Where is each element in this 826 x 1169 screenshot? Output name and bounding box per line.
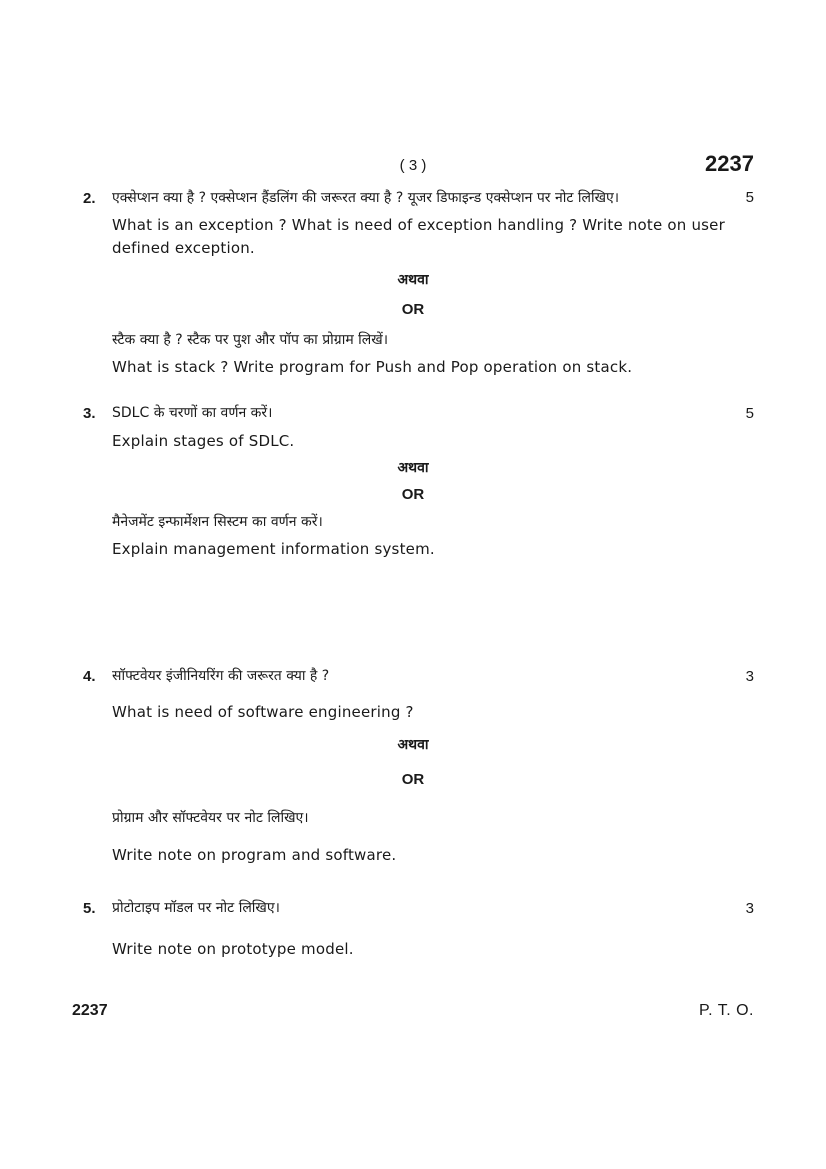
or-hindi: अथवा	[397, 272, 429, 288]
question-text-hindi: एक्सेप्शन क्या है ? एक्सेप्शन हैंडलिंग की जरूरत क्या है ? यूजर डिफाइन्ड एक्सेप्शन पर नोट लिखिए।	[112, 190, 620, 206]
question-number: 5.	[83, 900, 96, 917]
alt-question-text-hindi: प्रोग्राम और सॉफ्टवेयर पर नोट लिखिए।	[112, 810, 309, 826]
question-marks: 5	[745, 405, 754, 422]
question-number: 2.	[83, 190, 96, 207]
question-text-english: What is an exception ? What is need of exception handling ? Write note on user	[112, 216, 725, 234]
alt-question-text-english: Write note on program and software.	[112, 846, 397, 864]
question-text-hindi: सॉफ्टवेयर इंजीनियरिंग की जरूरत क्या है ?	[112, 668, 330, 684]
paper-code-header: 2237	[705, 151, 754, 176]
alt-question-text-english: Explain management information system.	[112, 540, 435, 558]
question-text-english: Write note on prototype model.	[112, 940, 354, 958]
question-text-hindi: SDLC के चरणों का वर्णन करें।	[112, 405, 273, 421]
or-hindi: अथवा	[397, 460, 429, 476]
question-text-english: What is need of software engineering ?	[112, 703, 414, 721]
question-text-english: Explain stages of SDLC.	[112, 432, 295, 450]
or-english: OR	[401, 301, 425, 318]
paper-code-footer: 2237	[72, 1002, 108, 1019]
alt-question-text-english: What is stack ? Write program for Push and Pop operation on stack.	[112, 358, 633, 376]
page-number: ( 3 )	[399, 157, 427, 174]
question-marks: 3	[745, 900, 754, 917]
pto-label: P. T. O.	[699, 1002, 754, 1019]
or-english: OR	[401, 771, 425, 788]
or-hindi: अथवा	[397, 737, 429, 753]
question-marks: 3	[745, 668, 754, 685]
question-marks: 5	[745, 189, 754, 206]
question-number: 4.	[83, 668, 96, 685]
alt-question-text-hindi: स्टैक क्या है ? स्टैक पर पुश और पॉप का प्रोग्राम लिखें।	[112, 332, 389, 348]
alt-question-text-hindi: मैनेजमेंट इन्फार्मेशन सिस्टम का वर्णन करें।	[112, 514, 323, 530]
question-text-english-cont: defined exception.	[112, 239, 255, 257]
question-text-hindi: प्रोटोटाइप मॉडल पर नोट लिखिए।	[112, 900, 280, 916]
or-english: OR	[401, 486, 425, 503]
question-number: 3.	[83, 405, 96, 422]
